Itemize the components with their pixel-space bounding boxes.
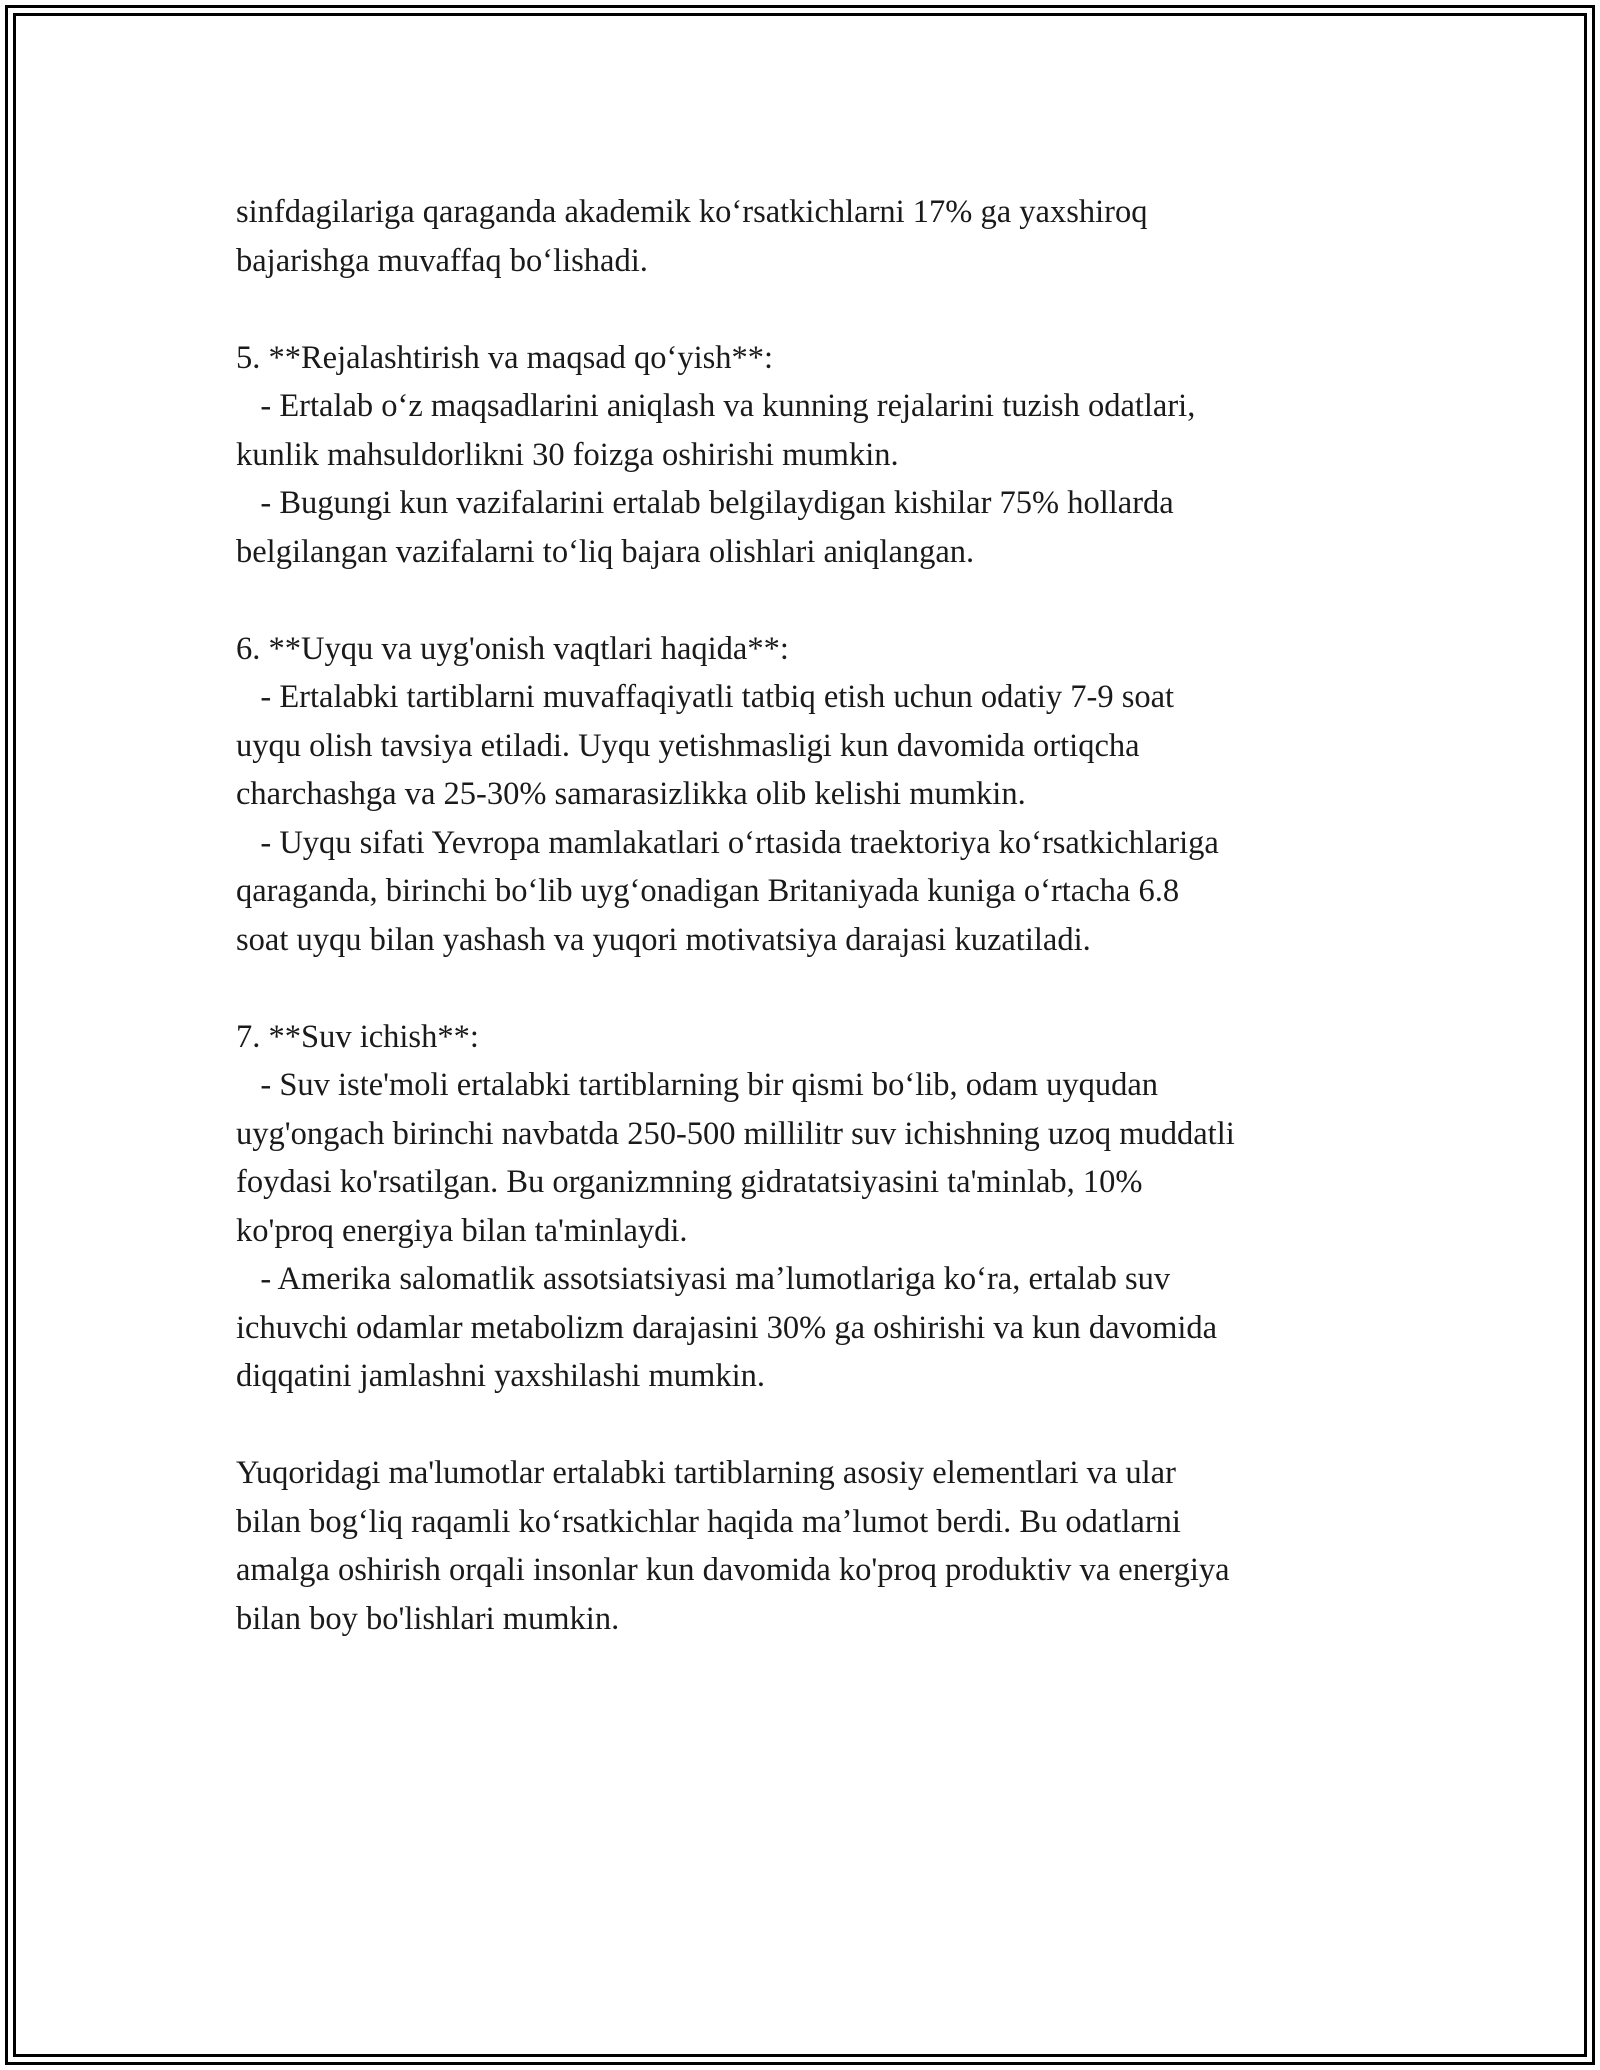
text-line: charchashga va 25-30% samarasizlikka olib kelishi mumkin.	[236, 776, 1026, 812]
text-line: amalga oshirish orqali insonlar kun davomida ko'proq produktiv va energiya	[236, 1552, 1230, 1588]
text-line: ko'proq energiya bilan ta'minlaydi.	[236, 1212, 688, 1249]
text-line: Yuqoridagi ma'lumotlar ertalabki tartiblarning asosiy elementlari va ular	[236, 1455, 1176, 1491]
blank-line	[236, 964, 1376, 1013]
text-line: - Suv iste'moli ertalabki tartiblarning bir qismi boʻlib, odam uyqudan	[236, 1067, 1159, 1103]
text-line: - Amerika salomatlik assotsiatsiyasi maʼlumotlariga koʻra, ertalab suv	[236, 1261, 1171, 1297]
text-line: diqqatini jamlashni yaxshilashi mumkin.	[236, 1358, 765, 1394]
text-line: soat uyqu bilan yashash va yuqori motivatsiya darajasi kuzatiladi.	[236, 921, 1091, 958]
text-line: kunlik mahsuldorlikni 30 foizga oshirishi mumkin.	[236, 436, 899, 473]
text-line: bilan boy bo'lishlari mumkin.	[236, 1600, 620, 1637]
section-heading: 6. **Uyqu va uyg'onish vaqtlari haqida**:	[236, 630, 789, 667]
text-line: - Ertalab oʻz maqsadlarini aniqlash va kunning rejalarini tuzish odatlari,	[236, 388, 1196, 424]
section-heading: 5. **Rejalashtirish va maqsad qoʻyish**:	[236, 339, 774, 376]
text-line: - Uyqu sifati Yevropa mamlakatlari oʻrtasida traektoriya koʻrsatkichlariga	[236, 824, 1219, 861]
section-heading: 7. **Suv ichish**:	[236, 1018, 479, 1055]
text-line: qaraganda, birinchi boʻlib uygʻonadigan Britaniyada kuniga oʻrtacha 6.8	[236, 873, 1180, 909]
text-line: sinfdagilariga qaraganda akademik koʻrsatkichlarni 17% ga yaxshiroq	[236, 194, 1148, 230]
text-line: foydasi ko'rsatilgan. Bu organizmning gidratatsiyasini ta'minlab, 10%	[236, 1164, 1143, 1200]
text-line: uyqu olish tavsiya etiladi. Uyqu yetishmasligi kun davomida ortiqcha	[236, 727, 1140, 764]
text-line: - Ertalabki tartiblarni muvaffaqiyatli tatbiq etish uchun odatiy 7-9 soat	[236, 679, 1175, 715]
text-line: - Bugungi kun vazifalarini ertalab belgilaydigan kishilar 75% hollarda	[236, 485, 1174, 521]
document-body	[236, 188, 1376, 1643]
blank-line	[236, 1401, 1376, 1450]
blank-line	[236, 285, 1376, 334]
text-line: bilan bogʻliq raqamli koʻrsatkichlar haqida maʼlumot berdi. Bu odatlarni	[236, 1503, 1181, 1540]
blank-line	[236, 576, 1376, 625]
text-line: uyg'ongach birinchi navbatda 250-500 millilitr suv ichishning uzoq muddatli	[236, 1115, 1235, 1152]
text-line: belgilangan vazifalarni toʻliq bajara olishlari aniqlangan.	[236, 533, 975, 570]
text-line: bajarishga muvaffaq boʻlishadi.	[236, 242, 648, 279]
text-line: ichuvchi odamlar metabolizm darajasini 30% ga oshirishi va kun davomida	[236, 1309, 1218, 1346]
